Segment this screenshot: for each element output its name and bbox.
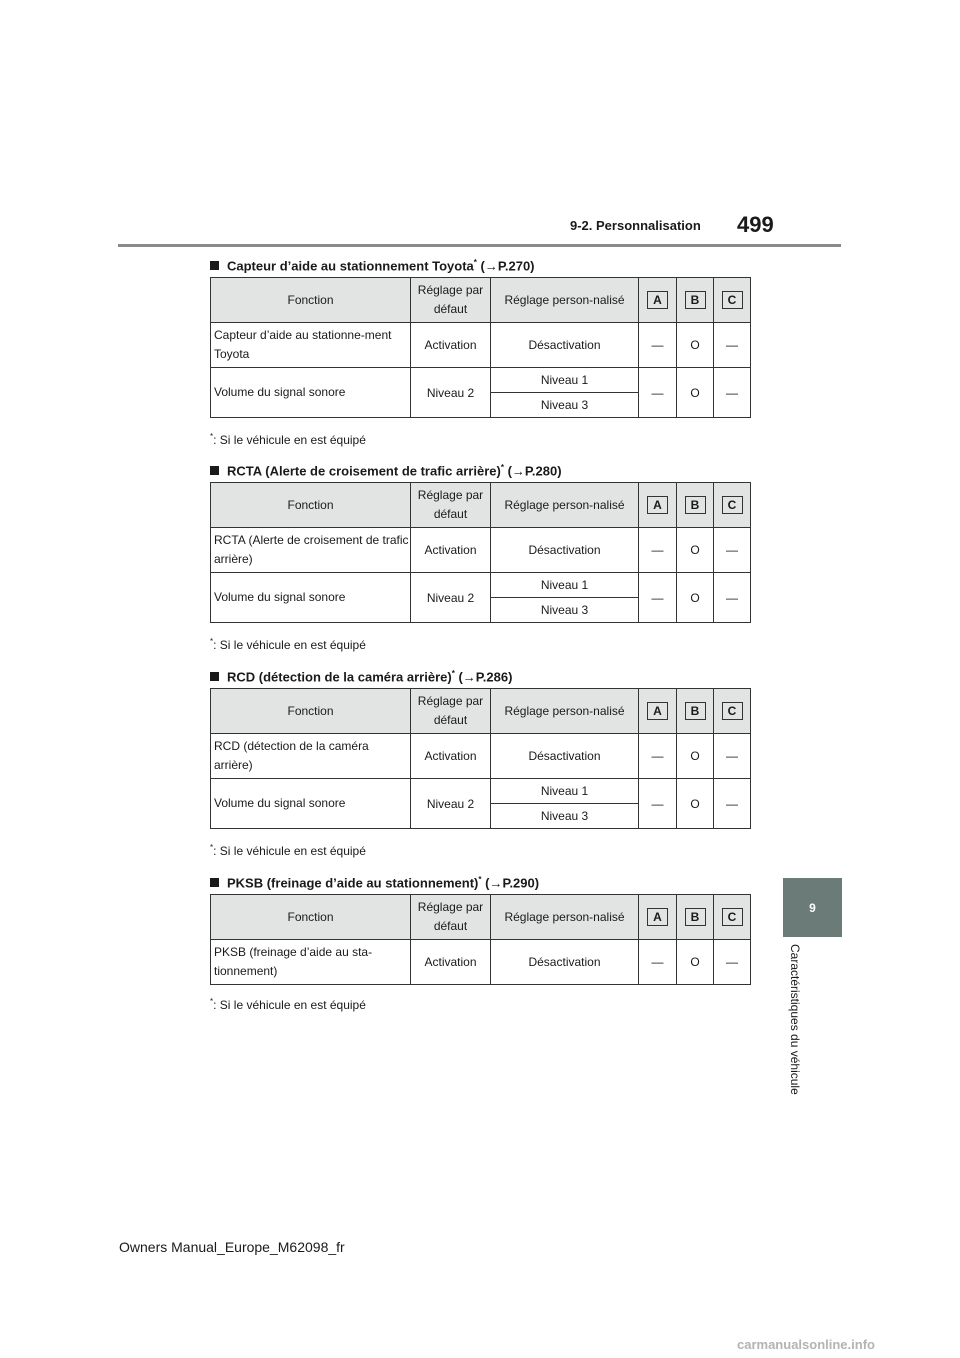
cell-c: — bbox=[714, 779, 751, 829]
letter-b-box: B bbox=[685, 702, 706, 720]
footnote-text: : Si le véhicule en est équipé bbox=[213, 998, 366, 1012]
col-header-fonction: Fonction bbox=[211, 689, 411, 734]
table-header-row bbox=[211, 689, 751, 734]
cell-perso: Désactivation bbox=[491, 734, 639, 779]
cell-b: O bbox=[677, 573, 714, 623]
footnote-text: : Si le véhicule en est équipé bbox=[213, 433, 366, 447]
cell-defaut: Activation bbox=[411, 323, 491, 368]
cell-perso: Niveau 3 bbox=[491, 804, 639, 829]
col-header-b bbox=[677, 895, 714, 940]
cell-defaut: Activation bbox=[411, 940, 491, 985]
letter-a-box: A bbox=[647, 908, 668, 926]
col-header-fonction: Fonction bbox=[211, 483, 411, 528]
cell-perso: Désactivation bbox=[491, 528, 639, 573]
col-header-perso: Réglage person-nalisé bbox=[491, 278, 639, 323]
section-title-text: Capteur d’aide au stationnement Toyota bbox=[227, 258, 474, 274]
section-title-text: RCTA (Alerte de croisement de trafic arrière) bbox=[227, 463, 501, 479]
table-row bbox=[211, 528, 751, 573]
footnote bbox=[210, 432, 366, 447]
letter-a-box: A bbox=[647, 702, 668, 720]
col-header-b bbox=[677, 483, 714, 528]
footnote bbox=[210, 637, 366, 652]
letter-a-box: A bbox=[647, 291, 668, 309]
cell-a: — bbox=[639, 323, 677, 368]
cell-a: — bbox=[639, 940, 677, 985]
asterisk: * bbox=[451, 669, 455, 678]
section-title-text: RCD (détection de la caméra arrière) bbox=[227, 669, 452, 685]
cell-fonction: RCTA (Alerte de croisement de trafic arrière) bbox=[211, 528, 411, 573]
square-bullet-icon bbox=[210, 878, 219, 887]
cell-c: — bbox=[714, 528, 751, 573]
table-header-row bbox=[211, 483, 751, 528]
asterisk: * bbox=[500, 463, 504, 472]
col-header-defaut: Réglage par défaut bbox=[411, 483, 491, 528]
asterisk: * bbox=[210, 997, 214, 1006]
cell-defaut: Activation bbox=[411, 528, 491, 573]
cell-perso: Niveau 1 bbox=[491, 779, 639, 804]
asterisk: * bbox=[210, 637, 214, 646]
letter-a-box: A bbox=[647, 496, 668, 514]
letter-c-box: C bbox=[722, 702, 743, 720]
table-row bbox=[211, 734, 751, 779]
col-header-perso: Réglage person-nalisé bbox=[491, 689, 639, 734]
letter-c-box: C bbox=[722, 496, 743, 514]
page-reference[interactable]: (→P.270) bbox=[480, 258, 535, 274]
col-header-a bbox=[639, 689, 677, 734]
table-row bbox=[211, 323, 751, 368]
footnote-text: : Si le véhicule en est équipé bbox=[213, 844, 366, 858]
col-header-b bbox=[677, 689, 714, 734]
table-row bbox=[211, 573, 751, 598]
cell-c: — bbox=[714, 573, 751, 623]
col-header-c bbox=[714, 483, 751, 528]
section-title-text: PKSB (freinage d’aide au stationnement) bbox=[227, 875, 479, 891]
col-header-a bbox=[639, 895, 677, 940]
section-title bbox=[210, 875, 539, 890]
cell-fonction: PKSB (freinage d’aide au sta-tionnement) bbox=[211, 940, 411, 985]
cell-b: O bbox=[677, 323, 714, 368]
col-header-c bbox=[714, 895, 751, 940]
cell-perso: Désactivation bbox=[491, 940, 639, 985]
cell-c: — bbox=[714, 940, 751, 985]
cell-fonction: Volume du signal sonore bbox=[211, 368, 411, 418]
cell-perso: Désactivation bbox=[491, 323, 639, 368]
letter-b-box: B bbox=[685, 291, 706, 309]
cell-defaut: Niveau 2 bbox=[411, 368, 491, 418]
col-header-defaut: Réglage par défaut bbox=[411, 689, 491, 734]
cell-perso: Niveau 3 bbox=[491, 393, 639, 418]
section-header: 9-2. Personnalisation bbox=[570, 218, 701, 233]
settings-table bbox=[210, 277, 751, 418]
manual-title: Owners Manual_Europe_M62098_fr bbox=[119, 1239, 345, 1255]
square-bullet-icon bbox=[210, 672, 219, 681]
cell-defaut: Niveau 2 bbox=[411, 779, 491, 829]
cell-a: — bbox=[639, 734, 677, 779]
col-header-b bbox=[677, 278, 714, 323]
square-bullet-icon bbox=[210, 466, 219, 475]
section-title bbox=[210, 463, 562, 478]
cell-a: — bbox=[639, 368, 677, 418]
chapter-label: Caractéristiques du véhicule bbox=[788, 944, 802, 1095]
section-title bbox=[210, 669, 512, 684]
col-header-c bbox=[714, 278, 751, 323]
settings-table bbox=[210, 482, 751, 623]
settings-table bbox=[210, 894, 751, 985]
cell-c: — bbox=[714, 323, 751, 368]
cell-a: — bbox=[639, 573, 677, 623]
cell-perso: Niveau 3 bbox=[491, 598, 639, 623]
table-header-row bbox=[211, 278, 751, 323]
footnote-text: : Si le véhicule en est équipé bbox=[213, 638, 366, 652]
table-header-row bbox=[211, 895, 751, 940]
header-rule bbox=[118, 244, 841, 247]
col-header-defaut: Réglage par défaut bbox=[411, 895, 491, 940]
cell-b: O bbox=[677, 940, 714, 985]
table-row bbox=[211, 368, 751, 393]
cell-c: — bbox=[714, 734, 751, 779]
col-header-defaut: Réglage par défaut bbox=[411, 278, 491, 323]
cell-perso: Niveau 1 bbox=[491, 368, 639, 393]
cell-b: O bbox=[677, 779, 714, 829]
square-bullet-icon bbox=[210, 261, 219, 270]
table-row bbox=[211, 779, 751, 804]
page-reference[interactable]: (→P.280) bbox=[507, 463, 562, 479]
cell-defaut: Activation bbox=[411, 734, 491, 779]
site-watermark[interactable]: carmanualsonline.info bbox=[737, 1337, 875, 1352]
cell-a: — bbox=[639, 779, 677, 829]
page-reference[interactable]: (→P.286) bbox=[458, 669, 513, 685]
asterisk: * bbox=[210, 432, 214, 441]
section-title bbox=[210, 258, 535, 273]
letter-b-box: B bbox=[685, 908, 706, 926]
cell-fonction: Volume du signal sonore bbox=[211, 573, 411, 623]
table-row bbox=[211, 940, 751, 985]
letter-c-box: C bbox=[722, 908, 743, 926]
asterisk: * bbox=[473, 258, 477, 267]
page-number: 499 bbox=[737, 212, 774, 237]
cell-b: O bbox=[677, 368, 714, 418]
cell-fonction: RCD (détection de la caméra arrière) bbox=[211, 734, 411, 779]
footnote bbox=[210, 997, 366, 1012]
col-header-fonction: Fonction bbox=[211, 278, 411, 323]
col-header-a bbox=[639, 278, 677, 323]
col-header-perso: Réglage person-nalisé bbox=[491, 895, 639, 940]
cell-b: O bbox=[677, 528, 714, 573]
col-header-perso: Réglage person-nalisé bbox=[491, 483, 639, 528]
cell-perso: Niveau 1 bbox=[491, 573, 639, 598]
chapter-tab bbox=[783, 878, 842, 937]
cell-c: — bbox=[714, 368, 751, 418]
asterisk: * bbox=[478, 875, 482, 884]
col-header-fonction: Fonction bbox=[211, 895, 411, 940]
footnote bbox=[210, 843, 366, 858]
col-header-a bbox=[639, 483, 677, 528]
cell-defaut: Niveau 2 bbox=[411, 573, 491, 623]
letter-c-box: C bbox=[722, 291, 743, 309]
chapter-number: 9 bbox=[809, 900, 816, 915]
cell-a: — bbox=[639, 528, 677, 573]
asterisk: * bbox=[210, 843, 214, 852]
letter-b-box: B bbox=[685, 496, 706, 514]
col-header-c bbox=[714, 689, 751, 734]
settings-table bbox=[210, 688, 751, 829]
cell-b: O bbox=[677, 734, 714, 779]
page-reference[interactable]: (→P.290) bbox=[485, 875, 540, 891]
chapter-side-label bbox=[788, 944, 804, 1124]
cell-fonction: Volume du signal sonore bbox=[211, 779, 411, 829]
cell-fonction: Capteur d’aide au stationne-ment Toyota bbox=[211, 323, 411, 368]
